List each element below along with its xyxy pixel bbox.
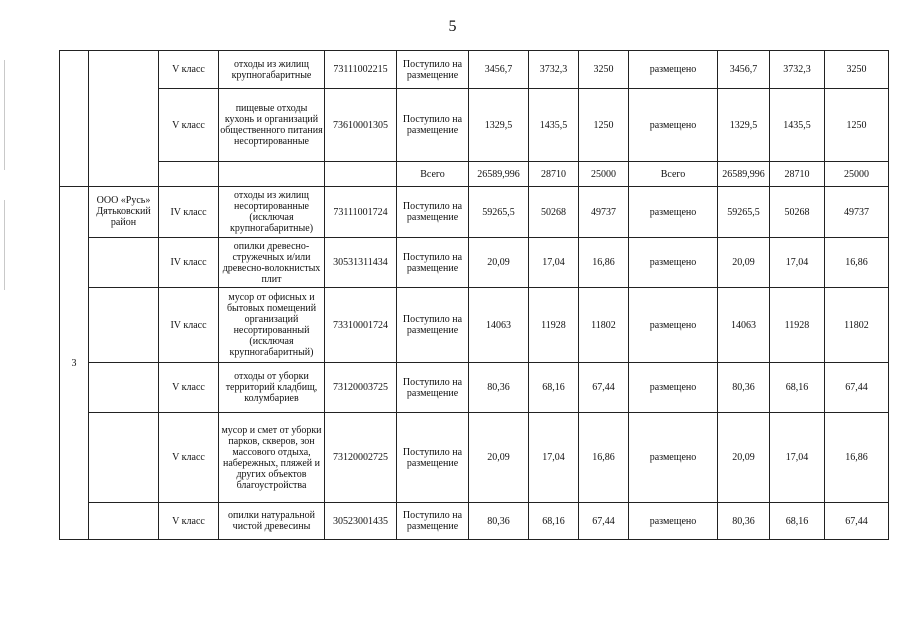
waste-code-cell: 73111001724 (325, 187, 397, 238)
empty-cell (219, 162, 325, 187)
waste-name-cell: отходы из жилищ несортированные (исключая крупногабаритные) (219, 187, 325, 238)
total-value-cell: 26589,996 (718, 162, 770, 187)
waste-code-cell: 73120002725 (325, 413, 397, 503)
value-cell: 67,44 (579, 503, 629, 540)
waste-name-cell: опилки натуральной чистой древесины (219, 503, 325, 540)
table-row (60, 288, 889, 363)
waste-code-cell: 73120003725 (325, 363, 397, 413)
value-cell: 80,36 (718, 363, 770, 413)
value-cell: 59265,5 (469, 187, 529, 238)
value-cell: 16,86 (579, 413, 629, 503)
total-value-cell: 28710 (770, 162, 825, 187)
waste-name-cell: отходы от уборки территорий кладбищ, колумбариев (219, 363, 325, 413)
value-cell: 20,09 (469, 413, 529, 503)
org-cell (89, 413, 159, 503)
margin-scan-mark (4, 60, 5, 170)
waste-code-cell: 73310001724 (325, 288, 397, 363)
number-cell: 3 (60, 187, 89, 540)
value-cell: 14063 (718, 288, 770, 363)
value-cell: 16,86 (579, 238, 629, 288)
org-cell (89, 51, 159, 187)
value-cell: 20,09 (469, 238, 529, 288)
value-cell: 68,16 (770, 363, 825, 413)
total-label-cell: Всего (397, 162, 469, 187)
status-cell: размещено (629, 288, 718, 363)
total-value-cell: 26589,996 (469, 162, 529, 187)
value-cell: 68,16 (770, 503, 825, 540)
total-value-cell: 25000 (825, 162, 889, 187)
received-cell: Поступило на размещение (397, 238, 469, 288)
org-cell (89, 503, 159, 540)
value-cell: 14063 (469, 288, 529, 363)
status-cell: размещено (629, 51, 718, 89)
value-cell: 20,09 (718, 413, 770, 503)
table-row (60, 238, 889, 288)
value-cell: 11928 (529, 288, 579, 363)
value-cell: 3732,3 (770, 51, 825, 89)
status-cell: размещено (629, 363, 718, 413)
value-cell: 67,44 (825, 363, 889, 413)
org-cell (89, 238, 159, 288)
value-cell: 80,36 (469, 503, 529, 540)
status-cell: размещено (629, 89, 718, 162)
value-cell: 67,44 (579, 363, 629, 413)
waste-code-cell: 73111002215 (325, 51, 397, 89)
value-cell: 68,16 (529, 503, 579, 540)
received-cell: Поступило на размещение (397, 413, 469, 503)
value-cell: 67,44 (825, 503, 889, 540)
status-cell: размещено (629, 413, 718, 503)
value-cell: 11928 (770, 288, 825, 363)
received-cell: Поступило на размещение (397, 503, 469, 540)
org-cell (89, 363, 159, 413)
value-cell: 11802 (825, 288, 889, 363)
org-cell (89, 288, 159, 363)
waste-name-cell: опилки древесно-стружечных и/или древесно-волокнистых плит (219, 238, 325, 288)
table-row (60, 503, 889, 540)
waste-class-cell: IV класс (159, 288, 219, 363)
received-cell: Поступило на размещение (397, 51, 469, 89)
table-row (60, 413, 889, 503)
value-cell: 16,86 (825, 238, 889, 288)
value-cell: 68,16 (529, 363, 579, 413)
number-cell (60, 51, 89, 187)
waste-code-cell: 73610001305 (325, 89, 397, 162)
waste-table (59, 50, 889, 540)
received-cell: Поступило на размещение (397, 288, 469, 363)
value-cell: 17,04 (529, 413, 579, 503)
waste-class-cell: V класс (159, 503, 219, 540)
table-row (60, 51, 889, 89)
value-cell: 3732,3 (529, 51, 579, 89)
waste-class-cell: V класс (159, 89, 219, 162)
empty-cell (325, 162, 397, 187)
waste-name-cell: пищевые отходы кухонь и организаций общественного питания несортированные (219, 89, 325, 162)
org-cell: ООО «Русь» Дятьковский район (89, 187, 159, 238)
value-cell: 1435,5 (770, 89, 825, 162)
value-cell: 80,36 (718, 503, 770, 540)
waste-class-cell: IV класс (159, 187, 219, 238)
margin-scan-mark (4, 200, 5, 290)
waste-name-cell: отходы из жилищ крупногабаритные (219, 51, 325, 89)
value-cell: 80,36 (469, 363, 529, 413)
value-cell: 1435,5 (529, 89, 579, 162)
value-cell: 3456,7 (718, 51, 770, 89)
value-cell: 50268 (770, 187, 825, 238)
total-label-cell: Всего (629, 162, 718, 187)
waste-class-cell: V класс (159, 51, 219, 89)
status-cell: размещено (629, 238, 718, 288)
received-cell: Поступило на размещение (397, 89, 469, 162)
value-cell: 1250 (579, 89, 629, 162)
value-cell: 1329,5 (469, 89, 529, 162)
status-cell: размещено (629, 503, 718, 540)
value-cell: 16,86 (825, 413, 889, 503)
waste-name-cell: мусор и смет от уборки парков, скверов, зон массового отдыха, набережных, пляжей и других объектов благоустройства (219, 413, 325, 503)
table-row (60, 363, 889, 413)
empty-cell (159, 162, 219, 187)
value-cell: 17,04 (770, 238, 825, 288)
waste-class-cell: V класс (159, 413, 219, 503)
waste-class-cell: IV класс (159, 238, 219, 288)
status-cell: размещено (629, 187, 718, 238)
value-cell: 1329,5 (718, 89, 770, 162)
value-cell: 11802 (579, 288, 629, 363)
value-cell: 3456,7 (469, 51, 529, 89)
value-cell: 49737 (579, 187, 629, 238)
value-cell: 49737 (825, 187, 889, 238)
received-cell: Поступило на размещение (397, 363, 469, 413)
waste-code-cell: 30531311434 (325, 238, 397, 288)
received-cell: Поступило на размещение (397, 187, 469, 238)
value-cell: 3250 (579, 51, 629, 89)
page-number: 5 (448, 18, 457, 35)
table-row (60, 187, 889, 238)
value-cell: 17,04 (770, 413, 825, 503)
total-value-cell: 28710 (529, 162, 579, 187)
value-cell: 1250 (825, 89, 889, 162)
total-row (60, 162, 889, 187)
waste-name-cell: мусор от офисных и бытовых помещений организаций несортированный (исключая крупногабаритный) (219, 288, 325, 363)
value-cell: 59265,5 (718, 187, 770, 238)
waste-code-cell: 30523001435 (325, 503, 397, 540)
value-cell: 50268 (529, 187, 579, 238)
total-value-cell: 25000 (579, 162, 629, 187)
value-cell: 20,09 (718, 238, 770, 288)
value-cell: 17,04 (529, 238, 579, 288)
table-row (60, 89, 889, 162)
value-cell: 3250 (825, 51, 889, 89)
waste-class-cell: V класс (159, 363, 219, 413)
